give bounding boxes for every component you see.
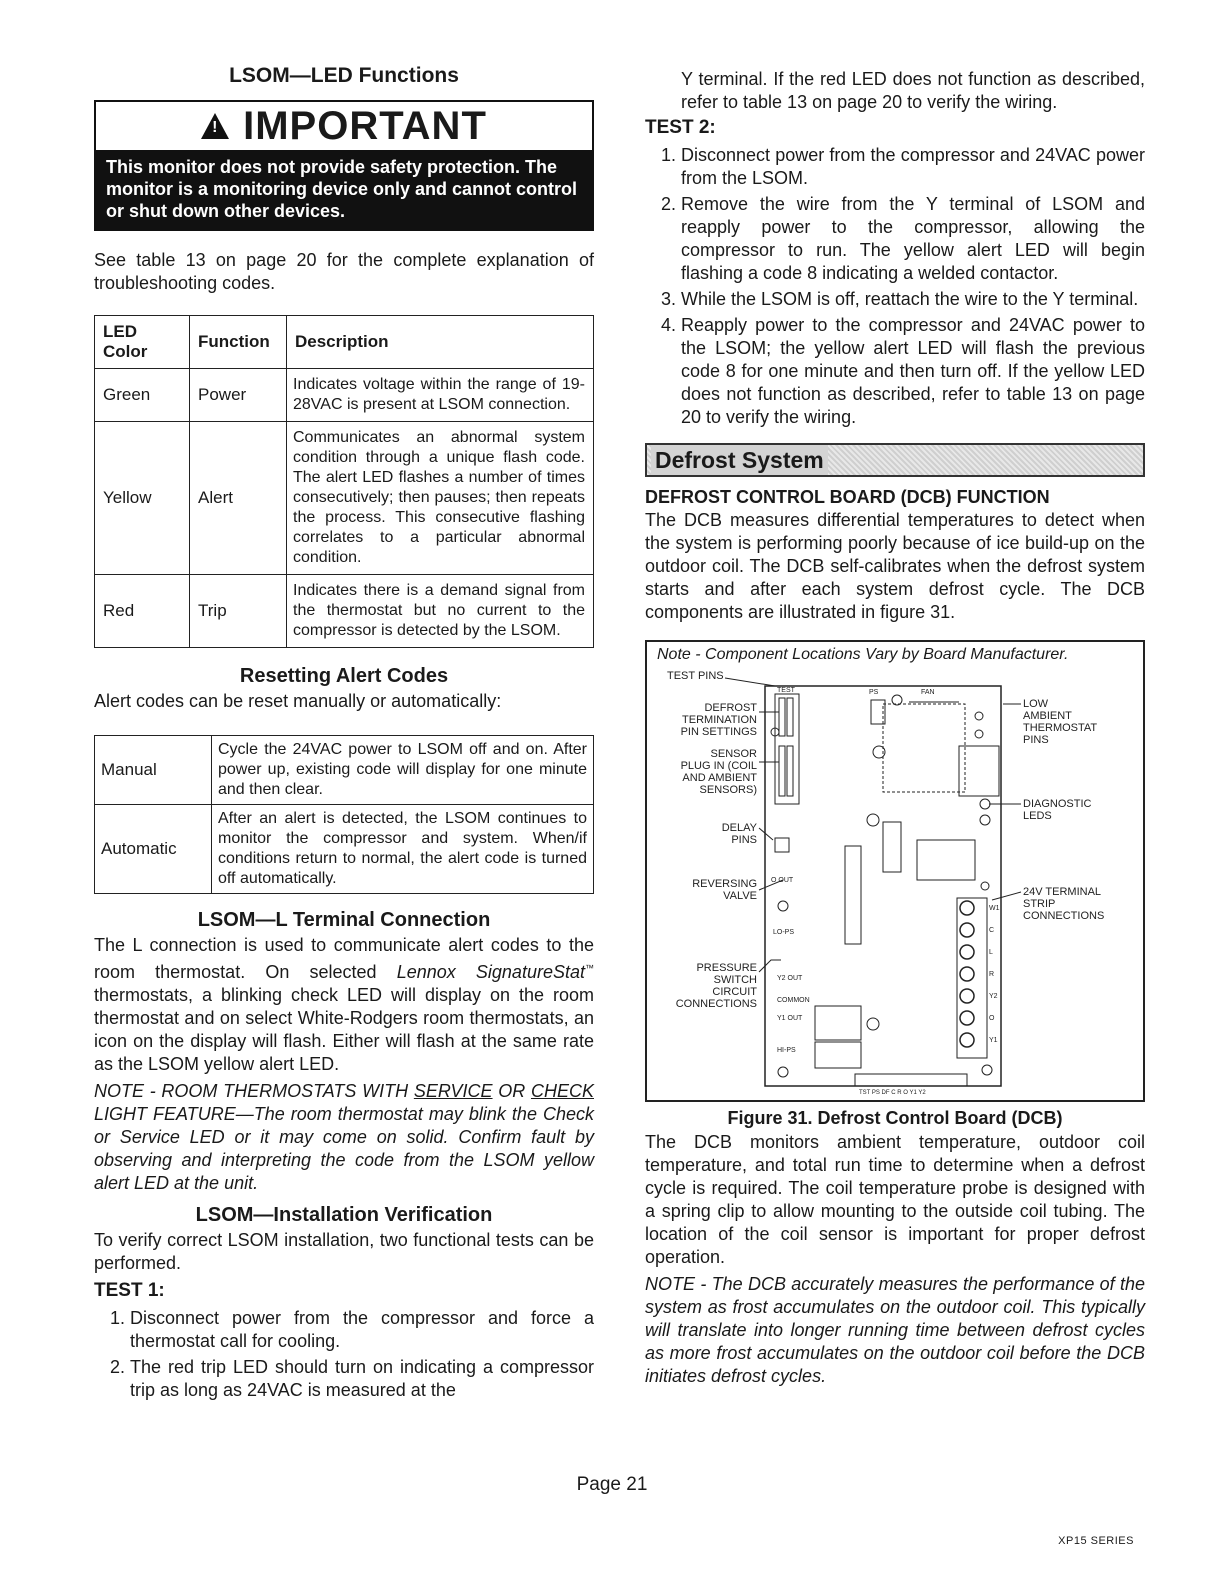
board-bottom-labels: TST PS DF C R O Y1 Y2 xyxy=(859,1090,926,1096)
defrost-system-banner xyxy=(645,443,1145,477)
label-defrost-termination: DEFROST TERMINATION PIN SETTINGS xyxy=(680,702,757,738)
label-24v-terminal: 24V TERMINAL STRIP CONNECTIONS xyxy=(1023,886,1105,922)
test2-heading: TEST 2: xyxy=(645,117,716,138)
callout-line xyxy=(759,828,773,840)
function-cell: Power xyxy=(190,369,287,422)
important-title xyxy=(96,102,592,150)
l-terminal-heading: LSOM—L Terminal Connection xyxy=(197,909,491,931)
description-cell: Indicates voltage within the range of 19-28VAC is present at LSOM connection. xyxy=(287,369,594,422)
label-low-ambient: LOW AMBIENT THERMOSTAT PINS xyxy=(1023,698,1098,746)
reset-mode-cell: Manual xyxy=(95,736,212,805)
hole xyxy=(867,1018,879,1030)
table-row xyxy=(95,736,594,805)
defrost-banner-label: Defrost System xyxy=(651,445,828,475)
board-text-o-out: O OUT xyxy=(771,877,794,884)
pin xyxy=(779,746,785,796)
dcb-note: NOTE - The DCB accurately measures the performance of the system as frost accumulates on the outdoor coil. This typically will translate into longer running time between defrost cycles as more frost accumulates on the outdoor coil before the DCB initiates defrost cycles. xyxy=(645,1274,1145,1386)
relay-block xyxy=(815,1006,861,1040)
list-item: 3. While the LSOM is off, reattach the wire to the Y terminal. xyxy=(681,288,1145,311)
see-table-text: See table 13 on page 20 for the complete explanation of troubleshooting codes. xyxy=(94,250,594,293)
resetting-heading: Resetting Alert Codes xyxy=(239,665,449,687)
label-diagnostic-leds: DIAGNOSTIC LEDS xyxy=(1023,798,1092,822)
hole xyxy=(975,712,983,720)
list-item: 4. Reapply power to the compressor and 24VAC power to the LSOM; the yellow alert LED will flash the previous code 8 for one minute and then turn off. If the yellow LED does not function as described, refer to table 13 on page 20 to verify the wiring. xyxy=(681,314,1145,429)
terminal-screw xyxy=(960,1033,974,1047)
led-color-cell: Red xyxy=(95,575,190,648)
lennox-brand: Lennox SignatureStat xyxy=(396,962,585,982)
diag-led xyxy=(980,815,990,825)
led-color-header: LED Color xyxy=(95,316,190,369)
continued-text: Y terminal. If the red LED does not function as described, refer to table 13 on page 20 to verify the wiring. xyxy=(681,69,1145,112)
test1-heading: TEST 1: xyxy=(94,1280,165,1301)
hole xyxy=(981,882,989,890)
test1-steps xyxy=(94,1307,594,1402)
relay-block xyxy=(917,840,975,880)
terminal-screw xyxy=(960,989,974,1003)
list-item: 1. Disconnect power from the compressor and force a thermostat call for cooling. xyxy=(130,1307,594,1353)
callout-line xyxy=(759,960,781,972)
terminal-w1: W1 xyxy=(989,905,1000,912)
reset-table xyxy=(94,735,594,894)
figure-caption: Figure 31. Defrost Control Board (DCB) xyxy=(727,1108,1063,1128)
component xyxy=(883,822,901,872)
hole xyxy=(778,901,788,911)
function-header: Function xyxy=(190,316,287,369)
diag-led xyxy=(980,799,990,809)
delay-pins xyxy=(775,838,789,852)
reset-desc-cell: Cycle the 24VAC power to LSOM off and on. After power up, existing code will display for one minute and then clear. xyxy=(212,736,594,805)
function-cell: Trip xyxy=(190,575,287,648)
important-box xyxy=(94,100,594,231)
description-header: Description xyxy=(287,316,594,369)
important-body: This monitor does not provide safety protection. The monitor is a monitoring device only and cannot control or shut down other devices. xyxy=(96,150,592,229)
terminal-screw xyxy=(960,967,974,981)
important-label: IMPORTANT xyxy=(243,104,487,148)
dcb-monitor-text: The DCB monitors ambient temperature, outdoor coil temperature, and total run time to determine when a defrost cycle is required. The coil temperature probe is designed with a spring clip to allow mounting to the outside coil tubing. The location of the coil sensor is important for proper defrost operation. xyxy=(645,1132,1145,1267)
dcb-heading: DEFROST CONTROL BOARD (DCB) FUNCTION xyxy=(645,487,1050,507)
terminal-screw xyxy=(960,901,974,915)
reset-mode-cell: Automatic xyxy=(95,805,212,894)
figure-note: Note - Component Locations Vary by Board Manufacturer. xyxy=(657,646,1069,663)
terminal-o: O xyxy=(989,1015,995,1022)
series-label: XP15 SERIES xyxy=(1058,1535,1134,1547)
hole xyxy=(975,730,983,738)
board-text-y1-out: Y1 OUT xyxy=(777,1015,803,1022)
terminal-screw xyxy=(960,1011,974,1025)
ic-chip xyxy=(845,846,861,944)
board-text-ps: PS xyxy=(869,689,879,696)
relay-block xyxy=(815,1042,861,1068)
terminal-y2: Y2 xyxy=(989,993,998,1000)
board-text-hi-ps: HI-PS xyxy=(777,1047,796,1054)
label-pressure-switch: PRESSURE SWITCH CIRCUIT CONNECTIONS xyxy=(675,962,757,1010)
label-sensor: SENSOR PLUG IN (COIL AND AMBIENT SENSORS) xyxy=(680,748,757,796)
board-text-fan: FAN xyxy=(921,689,935,696)
led-functions-heading: LSOM—LED Functions xyxy=(229,64,459,87)
l-terminal-text: The L connection is used to communicate alert codes to the room thermostat. On selected Lennox SignatureStat™ thermostats, a blinking check LED will display on the room thermostat and on select White-Rodgers room thermostats, an icon on the display will flash. Either will flash at the same rate as the LSOM yellow alert LED. xyxy=(94,935,594,1074)
relay-region xyxy=(883,704,965,792)
list-item: 2. The red trip LED should turn on indicating a compressor trip as long as 24VAC is measured at the xyxy=(130,1356,594,1402)
led-color-cell: Yellow xyxy=(95,422,190,575)
pin xyxy=(787,698,793,736)
label-test-pins: TEST PINS xyxy=(667,670,724,682)
label-delay-pins: DELAY PINS xyxy=(721,822,757,846)
function-cell: Alert xyxy=(190,422,287,575)
callout-line xyxy=(992,892,1021,900)
hole xyxy=(778,1067,788,1077)
led-color-cell: Green xyxy=(95,369,190,422)
terminal-r: R xyxy=(989,971,995,978)
description-cell: Indicates there is a demand signal from the thermostat but no current to the compressor is detected by the LSOM. xyxy=(287,575,594,648)
pin xyxy=(787,746,793,796)
terminal-screw xyxy=(960,923,974,937)
board-text-y2-out: Y2 OUT xyxy=(777,975,803,982)
led-table-header xyxy=(95,316,594,369)
terminal-y1: Y1 xyxy=(989,1037,998,1044)
terminal-screw xyxy=(960,945,974,959)
board-text-common: COMMON xyxy=(777,997,810,1004)
led-table xyxy=(94,315,594,648)
page-number: Page 21 xyxy=(576,1474,648,1495)
install-heading: LSOM—Installation Verification xyxy=(195,1204,493,1226)
table-row xyxy=(95,422,594,575)
warning-symbol: ! xyxy=(212,119,219,137)
list-item: 2. Remove the wire from the Y terminal of LSOM and reapply power to the compressor, allowing the compressor to run. The yellow alert LED will begin flashing a code 8 indicating a welded contactor. xyxy=(681,193,1145,285)
terminal-l: L xyxy=(989,949,993,956)
description-cell: Communicates an abnormal system condition through a unique flash code. The alert LED flashes a number of times consecutively; then pauses; then repeats the process. This consecutive flashing correlates to a particular abnormal condition. xyxy=(287,422,594,575)
test2-steps xyxy=(645,144,1145,429)
figure-31-box xyxy=(645,640,1145,1102)
hole xyxy=(867,814,879,826)
dcb-text: The DCB measures differential temperatures to detect when the system is performing poorly because of ice build-up on the outdoor coil. The DCB self-calibrates when the defrost system starts and after each system defrost cycle. The DCB components are illustrated in figure 31. xyxy=(645,510,1145,622)
board-text-lo-ps: LO-PS xyxy=(773,929,795,936)
pin xyxy=(779,698,785,736)
bottom-strip xyxy=(855,1074,967,1086)
dcb-board-diagram xyxy=(647,642,1143,1100)
reset-desc-cell: After an alert is detected, the LSOM continues to monitor the compressor and system. When/if conditions return to normal, the alert code is turned off automatically. xyxy=(212,805,594,894)
table-row xyxy=(95,575,594,648)
terminal-c: C xyxy=(989,927,995,934)
table-row xyxy=(95,369,594,422)
table-row xyxy=(95,805,594,894)
install-text: To verify correct LSOM installation, two functional tests can be performed. xyxy=(94,1230,594,1273)
list-item: 1. Disconnect power from the compressor and 24VAC power from the LSOM. xyxy=(681,144,1145,190)
right-column xyxy=(645,68,1145,1388)
board-text-test: TEST xyxy=(777,687,795,694)
left-column xyxy=(94,62,594,1405)
callout-line xyxy=(725,678,775,686)
label-reversing-valve: REVERSING VALVE xyxy=(692,878,757,902)
hole xyxy=(982,1065,992,1075)
thermostat-note: NOTE - ROOM THERMOSTATS WITH SERVICE OR CHECK LIGHT FEATURE—The room thermostat may blink the Check or Service LED or it may come on solid. Confirm fault by observing and interpreting the code from the LSOM yellow alert LED at the unit. xyxy=(94,1081,594,1193)
warning-triangle-icon xyxy=(201,113,229,139)
resetting-intro: Alert codes can be reset manually or automatically: xyxy=(94,691,502,711)
